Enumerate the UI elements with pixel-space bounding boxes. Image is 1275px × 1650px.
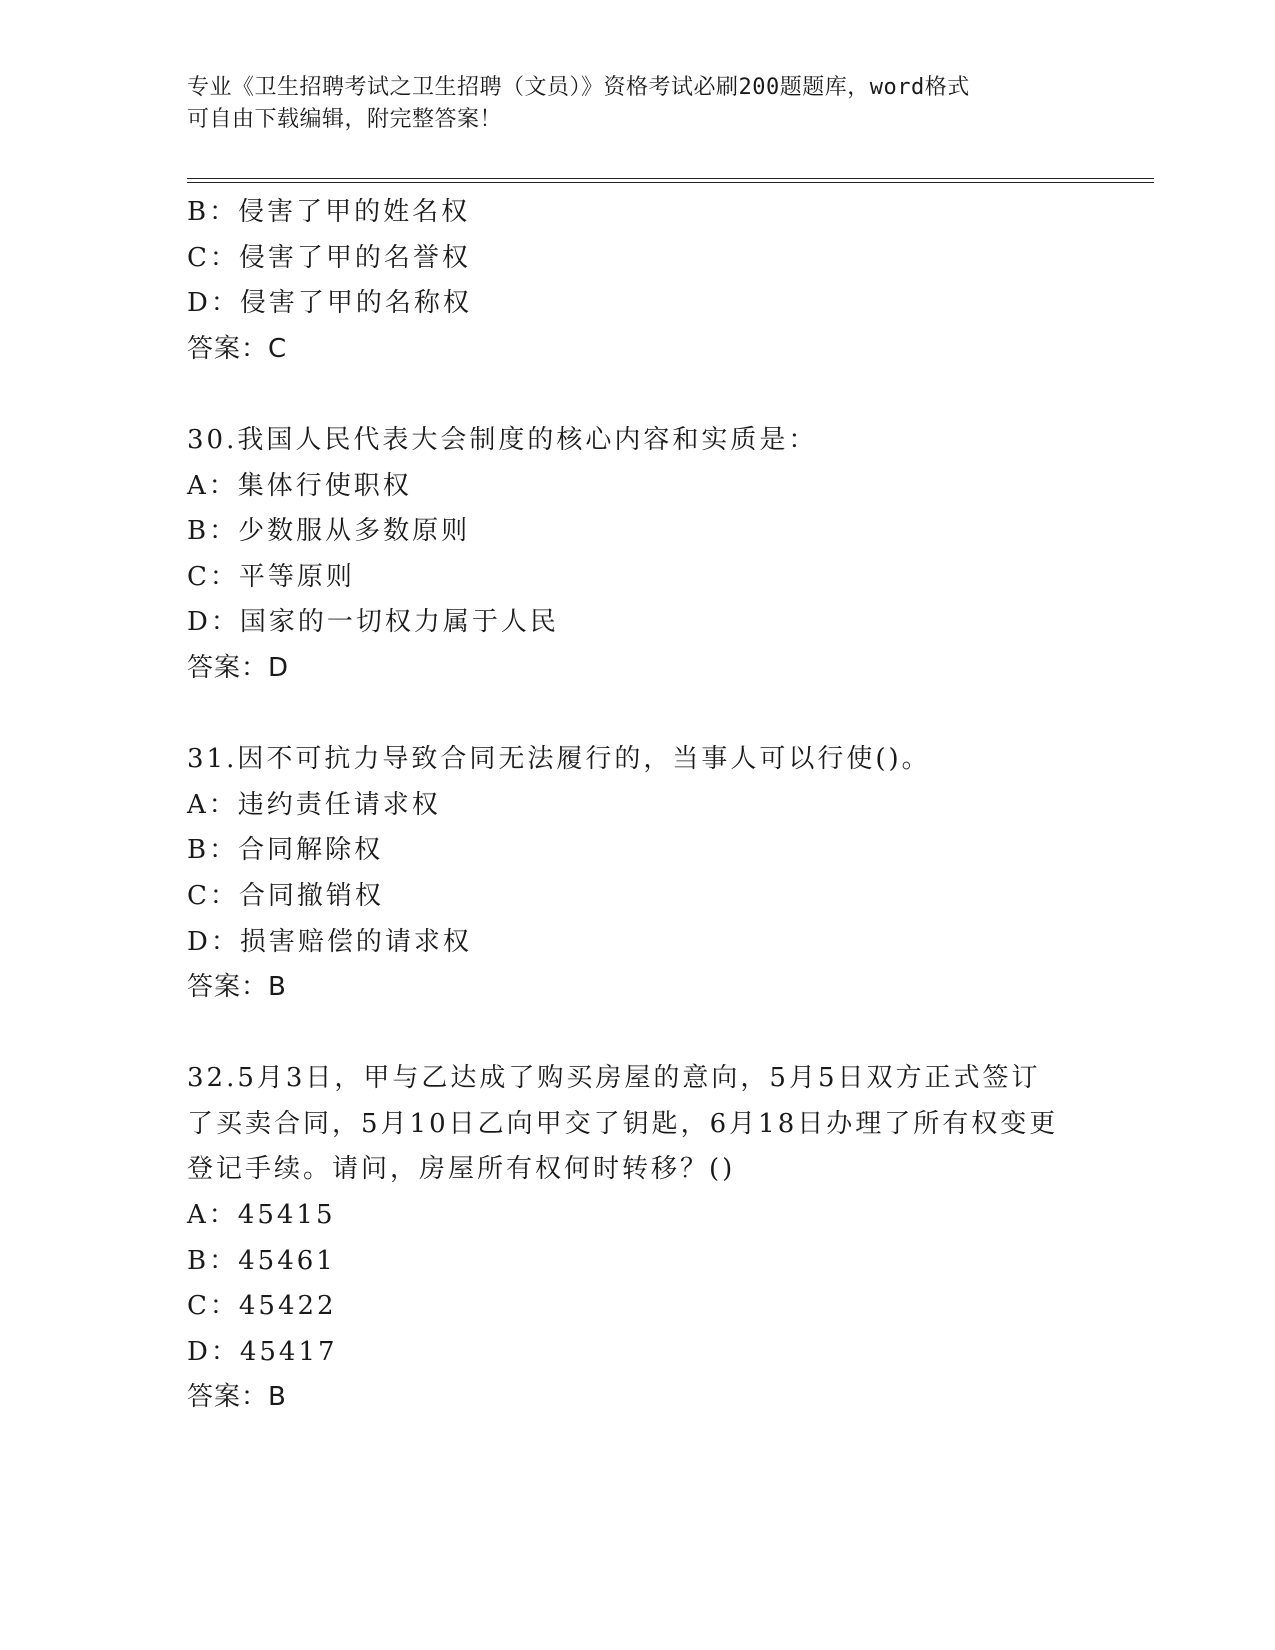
answer: 答案：D bbox=[187, 652, 290, 683]
option-c: C：合同撤销权 bbox=[187, 880, 384, 911]
question-stem: 30.我国人民代表大会制度的核心内容和实质是： bbox=[187, 424, 818, 455]
option-d: D：损害赔偿的请求权 bbox=[187, 926, 472, 957]
question-stem-line-1: 32.5月3日，甲与乙达成了购买房屋的意向，5月5日双方正式签订 bbox=[187, 1063, 1041, 1094]
document-header bbox=[187, 72, 1087, 136]
option-a: A：45415 bbox=[187, 1200, 336, 1231]
question-stem-line-2: 了买卖合同，5月10日乙向甲交了钥匙，6月18日办理了所有权变更 bbox=[187, 1108, 1059, 1139]
option-d: D：国家的一切权力属于人民 bbox=[187, 607, 559, 638]
option-d: D：侵害了甲的名称权 bbox=[187, 288, 472, 319]
spacer bbox=[187, 692, 1087, 738]
option-a: A：集体行使职权 bbox=[187, 470, 412, 501]
option-b: B：45461 bbox=[187, 1245, 336, 1276]
header-line-2: 可自由下载编辑，附完整答案！ bbox=[187, 107, 503, 132]
option-a: A：违约责任请求权 bbox=[187, 789, 441, 820]
option-c: C：平等原则 bbox=[187, 561, 355, 592]
answer: 答案：C bbox=[187, 333, 288, 364]
question-29 bbox=[187, 190, 1087, 372]
option-c: C：侵害了甲的名誉权 bbox=[187, 242, 471, 273]
option-c: C：45422 bbox=[187, 1291, 337, 1322]
question-stem: 31.因不可抗力导致合同无法履行的，当事人可以行使()。 bbox=[187, 744, 931, 775]
question-stem-line-3: 登记手续。请问，房屋所有权何时转移？() bbox=[187, 1154, 736, 1185]
answer: 答案：B bbox=[187, 1382, 287, 1413]
option-d: D：45417 bbox=[187, 1336, 338, 1367]
option-b: B：合同解除权 bbox=[187, 835, 384, 866]
answer: 答案：B bbox=[187, 972, 287, 1003]
header-divider-bottom bbox=[187, 182, 1154, 183]
question-32 bbox=[187, 1056, 1087, 1421]
option-b: B：少数服从多数原则 bbox=[187, 516, 471, 547]
header-divider-top bbox=[187, 178, 1154, 179]
question-list bbox=[187, 190, 1087, 1421]
question-30 bbox=[187, 418, 1087, 692]
header-line-1: 专业《卫生招聘考试之卫生招聘（文员）》资格考试必刷200题题库，word格式 bbox=[187, 75, 970, 100]
question-31 bbox=[187, 737, 1087, 1011]
option-b: B：侵害了甲的姓名权 bbox=[187, 197, 471, 227]
spacer bbox=[187, 372, 1087, 418]
spacer bbox=[187, 1011, 1087, 1057]
